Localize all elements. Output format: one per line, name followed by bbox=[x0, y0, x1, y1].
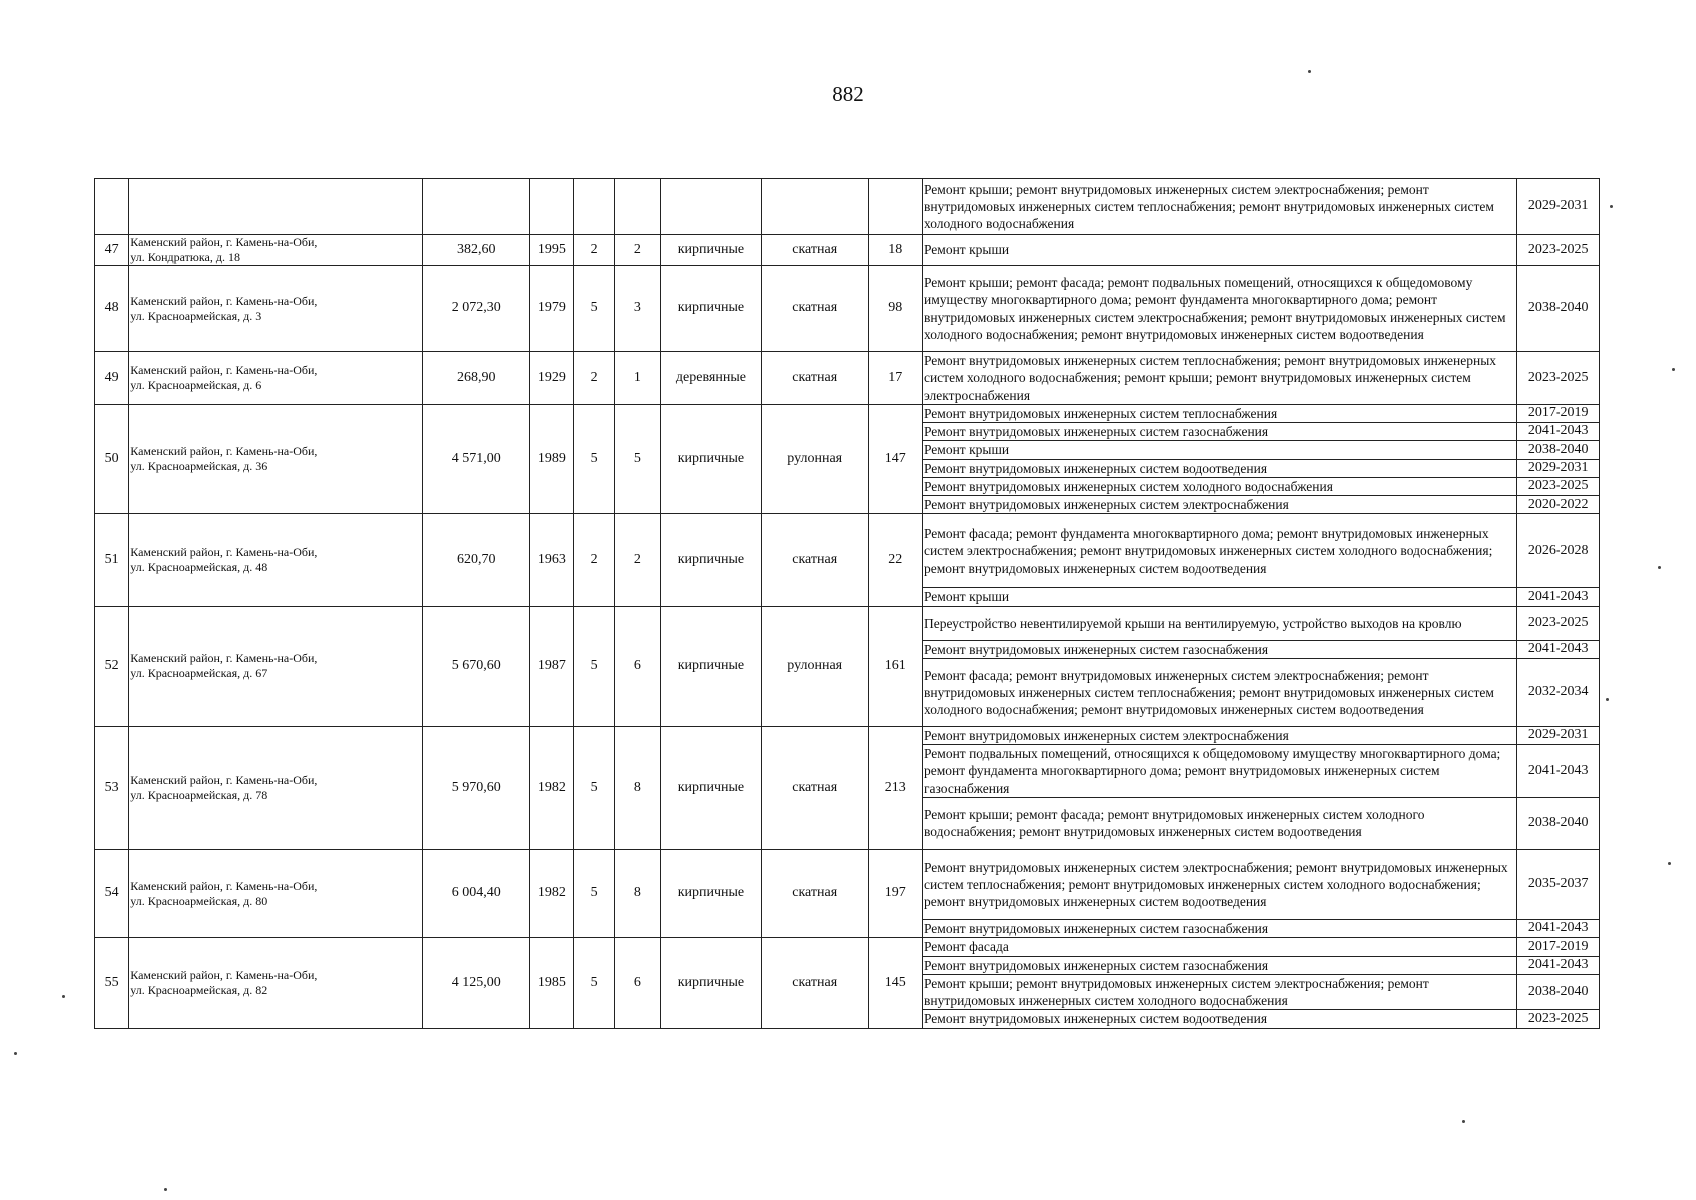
row-number: 53 bbox=[95, 726, 129, 849]
repair-period: 2023-2025 bbox=[1517, 606, 1600, 640]
commission-year: 1985 bbox=[530, 938, 574, 1028]
row-number: 54 bbox=[95, 849, 129, 937]
table-row bbox=[95, 849, 1600, 919]
address-line-2: ул. Красноармейская, д. 3 bbox=[130, 308, 262, 323]
table-row bbox=[95, 179, 1600, 235]
floors-count: 5 bbox=[574, 726, 614, 849]
wall-material: кирпичные bbox=[661, 266, 762, 352]
wall-material: кирпичные bbox=[661, 404, 762, 514]
total-area: 4 125,00 bbox=[423, 938, 530, 1028]
repair-work: Переустройство невентилируемой крыши на вентилируемую, устройство выходов на кровлю bbox=[922, 606, 1516, 640]
repair-period: 2041-2043 bbox=[1517, 588, 1600, 606]
roof-type: скатная bbox=[761, 938, 868, 1028]
address-cell bbox=[129, 938, 423, 1028]
address-line-2: ул. Красноармейская, д. 82 bbox=[130, 982, 268, 997]
floors-count: 5 bbox=[574, 266, 614, 352]
address-cell bbox=[129, 726, 423, 849]
repair-period: 2041-2043 bbox=[1517, 956, 1600, 974]
empty-cell bbox=[423, 179, 530, 235]
residents-count: 161 bbox=[868, 606, 922, 726]
residents-count: 213 bbox=[868, 726, 922, 849]
capital-repair-table bbox=[94, 178, 1600, 1029]
empty-cell bbox=[614, 179, 660, 235]
repair-work: Ремонт внутридомовых инженерных систем теплоснабжения; ремонт внутридомовых инженерных систем холодного водоснабжения; ремонт крыши; ремонт внутридомовых инженерных систем электроснабжения bbox=[922, 352, 1516, 405]
repair-period: 2032-2034 bbox=[1517, 658, 1600, 726]
floors-count: 2 bbox=[574, 235, 614, 266]
roof-type: скатная bbox=[761, 849, 868, 937]
floors-count: 5 bbox=[574, 938, 614, 1028]
residents-count: 17 bbox=[868, 352, 922, 405]
repair-work: Ремонт внутридомовых инженерных систем холодного водоснабжения bbox=[922, 477, 1516, 495]
floors-count: 5 bbox=[574, 404, 614, 514]
repair-period: 2041-2043 bbox=[1517, 919, 1600, 937]
address-line-1: Каменский район, г. Камень-на-Оби, bbox=[130, 235, 318, 249]
repair-work: Ремонт внутридомовых инженерных систем газоснабжения bbox=[922, 640, 1516, 658]
commission-year: 1979 bbox=[530, 266, 574, 352]
roof-type: скатная bbox=[761, 235, 868, 266]
repair-work: Ремонт крыши bbox=[922, 235, 1516, 266]
repair-work: Ремонт внутридомовых инженерных систем газоснабжения bbox=[922, 423, 1516, 441]
residents-count: 98 bbox=[868, 266, 922, 352]
repair-period: 2041-2043 bbox=[1517, 745, 1600, 798]
wall-material: деревянные bbox=[661, 352, 762, 405]
address-line-1: Каменский район, г. Камень-на-Оби, bbox=[130, 362, 318, 377]
repair-work: Ремонт внутридомовых инженерных систем электроснабжения bbox=[922, 726, 1516, 744]
empty-cell bbox=[761, 179, 868, 235]
address-line-2: ул. Красноармейская, д. 80 bbox=[130, 893, 268, 908]
empty-cell bbox=[574, 179, 614, 235]
address-cell bbox=[129, 352, 423, 405]
table-row bbox=[95, 235, 1600, 266]
address-line-1: Каменский район, г. Камень-на-Оби, bbox=[130, 293, 318, 308]
wall-material: кирпичные bbox=[661, 606, 762, 726]
total-area: 268,90 bbox=[423, 352, 530, 405]
wall-material: кирпичные bbox=[661, 938, 762, 1028]
empty-cell bbox=[661, 179, 762, 235]
scan-speck bbox=[1308, 70, 1311, 73]
row-number: 52 bbox=[95, 606, 129, 726]
repair-period: 2029-2031 bbox=[1517, 459, 1600, 477]
repair-work: Ремонт фасада; ремонт фундамента многоквартирного дома; ремонт внутридомовых инженерных систем электроснабжения; ремонт внутридомовых инженерных систем холодного водоснабжения; ремонт внутридомовых инженерных систем водоотведения bbox=[922, 514, 1516, 588]
residents-count: 145 bbox=[868, 938, 922, 1028]
address-line-1: Каменский район, г. Камень-на-Оби, bbox=[130, 444, 318, 459]
table-row bbox=[95, 514, 1600, 588]
wall-material: кирпичные bbox=[661, 726, 762, 849]
repair-work: Ремонт крыши; ремонт внутридомовых инженерных систем электроснабжения; ремонт внутридомовых инженерных систем холодного водоснабжения bbox=[922, 974, 1516, 1010]
table-row bbox=[95, 266, 1600, 352]
address-line-1: Каменский район, г. Камень-на-Оби, bbox=[130, 545, 318, 560]
scan-speck bbox=[1606, 698, 1609, 701]
repair-work: Ремонт крыши; ремонт фасада; ремонт внутридомовых инженерных систем холодного водоснабжения; ремонт внутридомовых инженерных систем водоотведения bbox=[922, 797, 1516, 849]
address-line-1: Каменский район, г. Камень-на-Оби, bbox=[130, 772, 318, 787]
entrances-count: 5 bbox=[614, 404, 660, 514]
total-area: 2 072,30 bbox=[423, 266, 530, 352]
entrances-count: 8 bbox=[614, 849, 660, 937]
row-number: 49 bbox=[95, 352, 129, 405]
repair-period: 2023-2025 bbox=[1517, 1010, 1600, 1028]
entrances-count: 8 bbox=[614, 726, 660, 849]
commission-year: 1963 bbox=[530, 514, 574, 606]
repair-work: Ремонт крыши; ремонт внутридомовых инженерных систем электроснабжения; ремонт внутридомовых инженерных систем теплоснабжения; ремонт внутридомовых инженерных систем холодного водоснабжения bbox=[922, 179, 1516, 235]
repair-period: 2029-2031 bbox=[1517, 179, 1600, 235]
repair-period: 2023-2025 bbox=[1517, 477, 1600, 495]
address-cell bbox=[129, 606, 423, 726]
residents-count: 147 bbox=[868, 404, 922, 514]
address-line-1: Каменский район, г. Камень-на-Оби, bbox=[130, 967, 318, 982]
address-cell bbox=[129, 235, 423, 266]
entrances-count: 6 bbox=[614, 606, 660, 726]
address-line-2: ул. Кондратюка, д. 18 bbox=[130, 250, 240, 264]
table-row bbox=[95, 352, 1600, 405]
table-row bbox=[95, 404, 1600, 422]
address-line-2: ул. Красноармейская, д. 6 bbox=[130, 377, 262, 392]
repair-period: 2017-2019 bbox=[1517, 404, 1600, 422]
floors-count: 5 bbox=[574, 849, 614, 937]
entrances-count: 2 bbox=[614, 235, 660, 266]
table-row bbox=[95, 726, 1600, 744]
address-cell bbox=[129, 849, 423, 937]
scan-speck bbox=[1610, 205, 1613, 208]
total-area: 5 670,60 bbox=[423, 606, 530, 726]
repair-period: 2038-2040 bbox=[1517, 441, 1600, 459]
repair-work: Ремонт внутридомовых инженерных систем водоотведения bbox=[922, 1010, 1516, 1028]
address-line-1: Каменский район, г. Камень-на-Оби, bbox=[130, 651, 318, 666]
row-number: 48 bbox=[95, 266, 129, 352]
repair-period: 2041-2043 bbox=[1517, 640, 1600, 658]
row-number: 50 bbox=[95, 404, 129, 514]
repair-work: Ремонт фасада; ремонт внутридомовых инженерных систем электроснабжения; ремонт внутридомовых инженерных систем теплоснабжения; ремонт внутридомовых инженерных систем холодного водоснабжения; ремонт внутридомовых инженерных систем водоотведения bbox=[922, 658, 1516, 726]
roof-type: скатная bbox=[761, 266, 868, 352]
floors-count: 2 bbox=[574, 352, 614, 405]
scan-speck bbox=[1462, 1120, 1465, 1123]
address-line-2: ул. Красноармейская, д. 48 bbox=[130, 560, 268, 575]
floors-count: 2 bbox=[574, 514, 614, 606]
row-number: 51 bbox=[95, 514, 129, 606]
scan-speck bbox=[1672, 368, 1675, 371]
table-row bbox=[95, 938, 1600, 956]
address-line-2: ул. Красноармейская, д. 67 bbox=[130, 666, 268, 681]
roof-type: рулонная bbox=[761, 404, 868, 514]
entrances-count: 1 bbox=[614, 352, 660, 405]
repair-work: Ремонт внутридомовых инженерных систем газоснабжения bbox=[922, 956, 1516, 974]
repair-work: Ремонт фасада bbox=[922, 938, 1516, 956]
empty-cell bbox=[530, 179, 574, 235]
scan-speck bbox=[62, 995, 65, 998]
entrances-count: 2 bbox=[614, 514, 660, 606]
repair-period: 2035-2037 bbox=[1517, 849, 1600, 919]
wall-material: кирпичные bbox=[661, 235, 762, 266]
repair-period: 2026-2028 bbox=[1517, 514, 1600, 588]
repair-work: Ремонт внутридомовых инженерных систем газоснабжения bbox=[922, 919, 1516, 937]
total-area: 4 571,00 bbox=[423, 404, 530, 514]
wall-material: кирпичные bbox=[661, 514, 762, 606]
scan-speck bbox=[164, 1188, 167, 1191]
entrances-count: 6 bbox=[614, 938, 660, 1028]
scan-speck bbox=[1658, 566, 1661, 569]
repair-period: 2023-2025 bbox=[1517, 235, 1600, 266]
address-cell bbox=[129, 514, 423, 606]
repair-work: Ремонт внутридомовых инженерных систем теплоснабжения bbox=[922, 404, 1516, 422]
repair-work: Ремонт крыши; ремонт фасада; ремонт подвальных помещений, относящихся к общедомовому имуществу многоквартирного дома; ремонт фундамента многоквартирного дома; ремонт внутридомовых инженерных систем электроснабжения; ремонт внутридомовых инженерных систем холодного водоснабжения; ремонт внутридомовых инженерных систем водоотведения bbox=[922, 266, 1516, 352]
page-number: 882 bbox=[832, 82, 864, 106]
commission-year: 1982 bbox=[530, 849, 574, 937]
repair-work: Ремонт крыши bbox=[922, 441, 1516, 459]
repair-period: 2020-2022 bbox=[1517, 496, 1600, 514]
repair-work: Ремонт подвальных помещений, относящихся к общедомовому имуществу многоквартирного дома; ремонт фундамента многоквартирного дома; ремонт внутридомовых инженерных систем газоснабжения bbox=[922, 745, 1516, 798]
residents-count: 197 bbox=[868, 849, 922, 937]
repair-period: 2038-2040 bbox=[1517, 974, 1600, 1010]
roof-type: скатная bbox=[761, 352, 868, 405]
address-line-1: Каменский район, г. Камень-на-Оби, bbox=[130, 878, 318, 893]
repair-period: 2029-2031 bbox=[1517, 726, 1600, 744]
roof-type: рулонная bbox=[761, 606, 868, 726]
repair-work: Ремонт крыши bbox=[922, 588, 1516, 606]
entrances-count: 3 bbox=[614, 266, 660, 352]
scan-speck bbox=[14, 1052, 17, 1055]
repair-period: 2017-2019 bbox=[1517, 938, 1600, 956]
repair-work: Ремонт внутридомовых инженерных систем электроснабжения; ремонт внутридомовых инженерных систем теплоснабжения; ремонт внутридомовых инженерных систем холодного водоснабжения; ремонт внутридомовых инженерных систем водоотведения bbox=[922, 849, 1516, 919]
address-cell bbox=[129, 404, 423, 514]
repair-period: 2038-2040 bbox=[1517, 266, 1600, 352]
residents-count: 18 bbox=[868, 235, 922, 266]
address-cell bbox=[129, 266, 423, 352]
total-area: 382,60 bbox=[423, 235, 530, 266]
repair-work: Ремонт внутридомовых инженерных систем водоотведения bbox=[922, 459, 1516, 477]
repair-period: 2041-2043 bbox=[1517, 423, 1600, 441]
commission-year: 1987 bbox=[530, 606, 574, 726]
residents-count: 22 bbox=[868, 514, 922, 606]
commission-year: 1995 bbox=[530, 235, 574, 266]
total-area: 6 004,40 bbox=[423, 849, 530, 937]
total-area: 5 970,60 bbox=[423, 726, 530, 849]
total-area: 620,70 bbox=[423, 514, 530, 606]
row-number: 55 bbox=[95, 938, 129, 1028]
table-row bbox=[95, 606, 1600, 640]
wall-material: кирпичные bbox=[661, 849, 762, 937]
empty-cell bbox=[868, 179, 922, 235]
address-line-2: ул. Красноармейская, д. 36 bbox=[130, 459, 268, 474]
repair-period: 2023-2025 bbox=[1517, 352, 1600, 405]
commission-year: 1989 bbox=[530, 404, 574, 514]
commission-year: 1982 bbox=[530, 726, 574, 849]
commission-year: 1929 bbox=[530, 352, 574, 405]
scan-speck bbox=[1668, 862, 1671, 865]
empty-cell bbox=[95, 179, 129, 235]
roof-type: скатная bbox=[761, 514, 868, 606]
floors-count: 5 bbox=[574, 606, 614, 726]
repair-period: 2038-2040 bbox=[1517, 797, 1600, 849]
repair-work: Ремонт внутридомовых инженерных систем электроснабжения bbox=[922, 496, 1516, 514]
roof-type: скатная bbox=[761, 726, 868, 849]
empty-cell bbox=[129, 179, 423, 235]
row-number: 47 bbox=[95, 235, 129, 266]
address-line-2: ул. Красноармейская, д. 78 bbox=[130, 787, 268, 802]
